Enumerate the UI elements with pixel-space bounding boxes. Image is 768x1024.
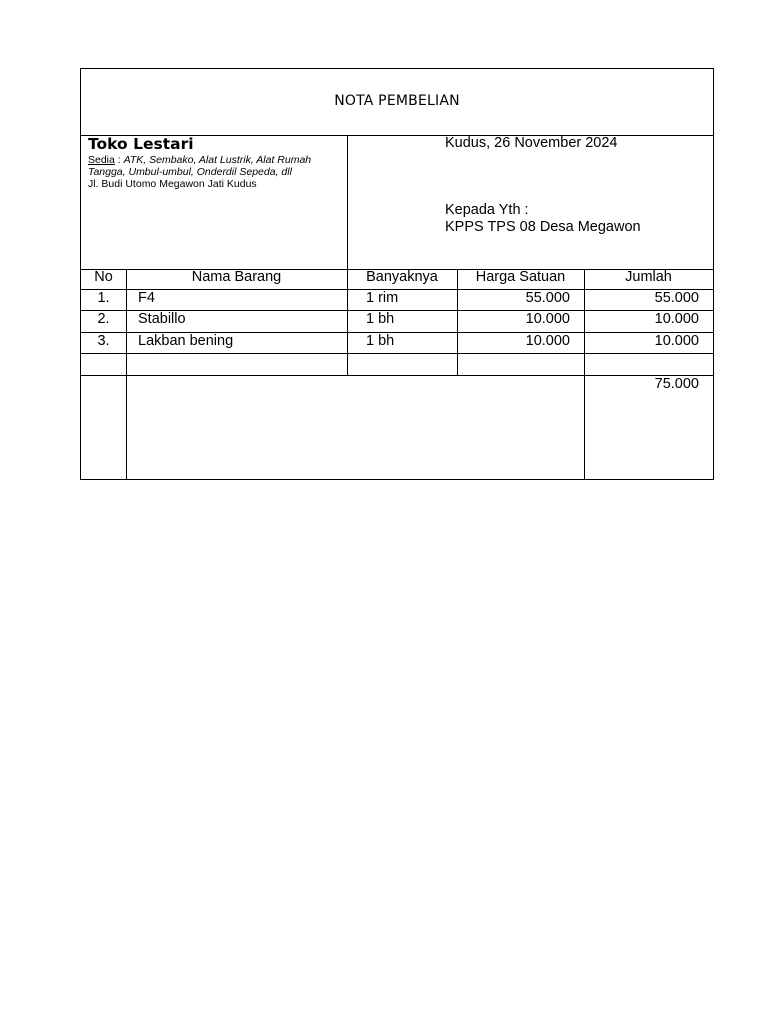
row-3-qty: 1 bh xyxy=(366,333,395,349)
row-2-price: 10.000 xyxy=(525,311,570,327)
shop-goods-line-1 xyxy=(88,154,311,167)
row-1-no: 1. xyxy=(97,290,110,306)
recipient-label: Kepada Yth : xyxy=(445,202,529,218)
rule-col-no xyxy=(126,269,127,479)
total-amount: 75.000 xyxy=(654,376,699,392)
row-2-amount: 10.000 xyxy=(654,311,699,327)
sedia-separator: : xyxy=(114,154,124,166)
sedia-goods-1: ATK, Sembako, Alat Lustrik, Alat Rumah xyxy=(123,154,312,166)
row-1-price: 55.000 xyxy=(525,290,570,306)
rule-below-row-3 xyxy=(81,353,713,354)
recipient-name: KPPS TPS 08 Desa Megawon xyxy=(445,219,641,235)
sedia-label: Sedia xyxy=(88,154,115,166)
row-3-no: 3. xyxy=(97,333,110,349)
row-1-amount: 55.000 xyxy=(654,290,699,306)
page-title: NOTA PEMBELIAN xyxy=(334,93,460,109)
shop-address: Jl. Budi Utomo Megawon Jati Kudus xyxy=(88,178,257,190)
shop-name: Toko Lestari xyxy=(88,135,194,153)
header-no: No xyxy=(94,269,113,285)
shop-goods-line-2: Tangga, Umbul-umbul, Onderdil Sepeda, dll xyxy=(88,166,292,178)
row-3-item: Lakban bening xyxy=(138,333,234,349)
header-item-name: Nama Barang xyxy=(191,269,282,285)
row-3-amount: 10.000 xyxy=(654,333,699,349)
purchase-receipt xyxy=(80,68,714,480)
header-amount: Jumlah xyxy=(625,269,672,285)
rule-header-split xyxy=(347,135,348,269)
row-1-qty: 1 rim xyxy=(366,290,399,306)
row-3-price: 10.000 xyxy=(525,333,570,349)
place-date: Kudus, 26 November 2024 xyxy=(445,135,618,151)
row-1-item: F4 xyxy=(138,290,155,306)
header-unit-price: Harga Satuan xyxy=(475,269,566,285)
row-2-no: 2. xyxy=(97,311,110,327)
row-2-qty: 1 bh xyxy=(366,311,395,327)
header-quantity: Banyaknya xyxy=(366,269,438,285)
row-2-item: Stabillo xyxy=(138,311,186,327)
